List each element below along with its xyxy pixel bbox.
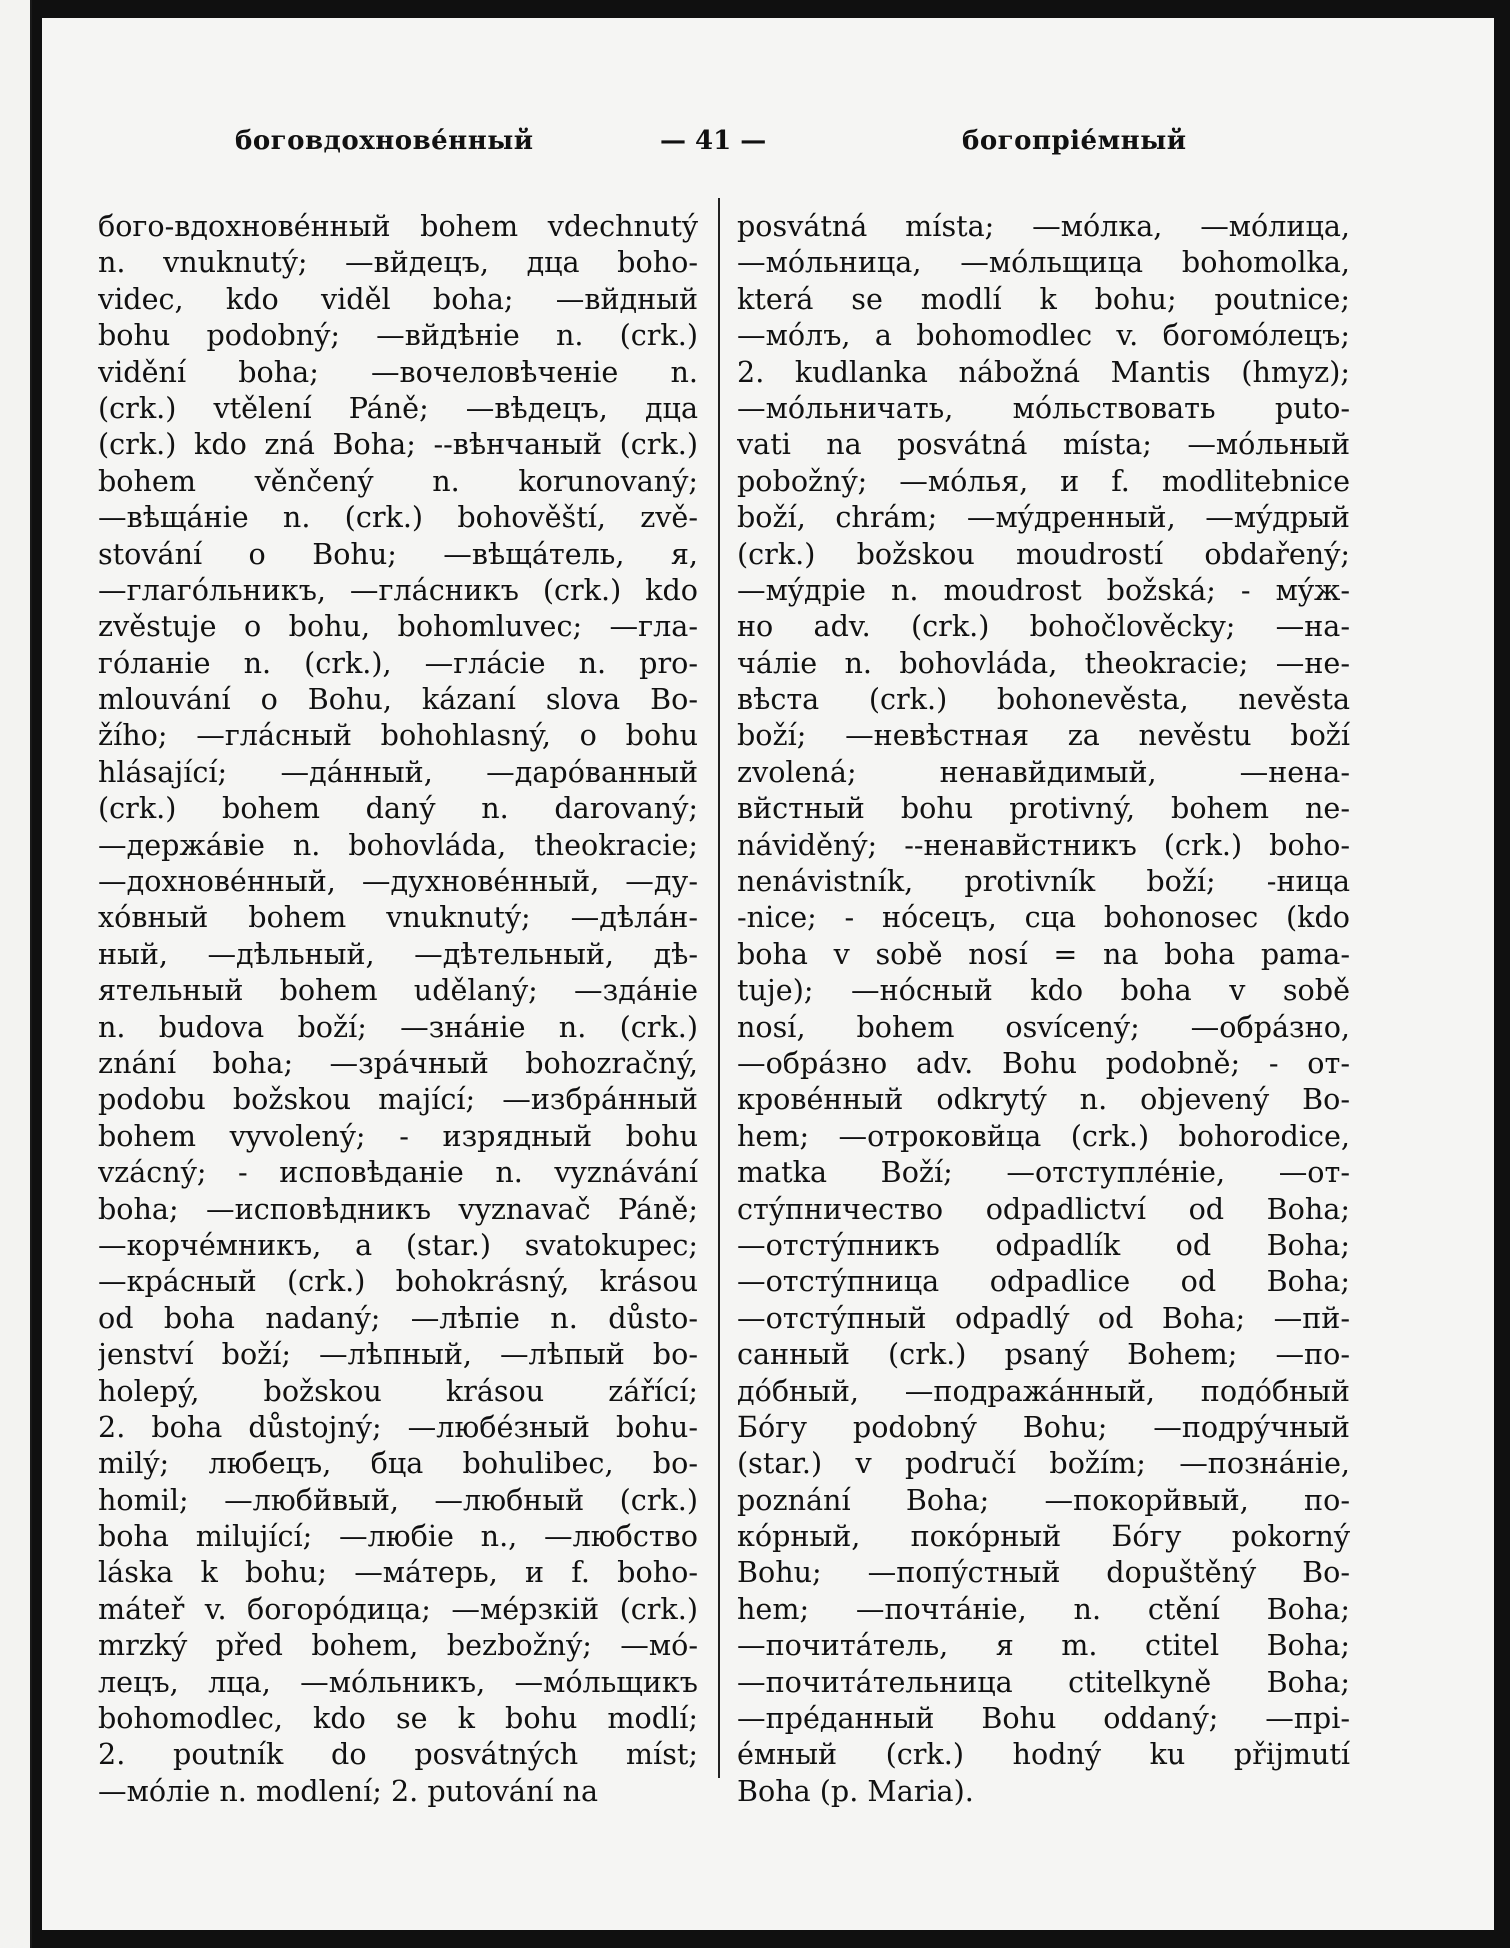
entry-line: 2. kudlanka nábožná Mantis (hmyz);: [737, 354, 1350, 389]
entry-line: —держáвіе n. bohovláda, theokracie;: [98, 827, 698, 862]
entry-line: boží, chrám; —мýдренный, —мýдрый: [737, 500, 1350, 535]
entry-line: poznání Boha; —покорйвый, по-: [737, 1482, 1350, 1517]
entry-line: (star.) v područí božím; —познáніе,: [737, 1446, 1350, 1481]
entry-line: homil; —любйвый, —любный (crk.): [98, 1482, 698, 1517]
entry-line: —мýдріе n. moudrost božská; - мýж-: [737, 572, 1350, 607]
entry-line: (crk.) bohem daný n. darovaný;: [98, 791, 698, 826]
entry-line: stování o Bohu; —вѣщáтель, я,: [98, 536, 698, 571]
right-text-column: [737, 208, 1350, 1808]
entry-line: вйстный bohu protivný, bohem ne-: [737, 791, 1350, 826]
entry-line: pobožný; —мóлья, и f. modlitebnice: [737, 463, 1350, 498]
entry-line: bohem vyvolený; - изрядный bohu: [98, 1118, 698, 1153]
entry-line: 2. poutník do posvátných míst;: [98, 1737, 698, 1772]
entry-line: -nice; - нóсецъ, сца bohonosec (kdo: [737, 900, 1350, 935]
entry-line: (crk.) kdo zná Boha; --вѣнчаный (crk.): [98, 427, 698, 462]
entry-line: —мóлъ, a bohomodlec v. богомóлецъ;: [737, 318, 1350, 353]
entry-line: bohomodlec, kdo se k bohu modlí;: [98, 1701, 698, 1736]
entry-line: —почитáтельница ctitelkyně Boha;: [737, 1664, 1350, 1699]
entry-line: —вѣщáніе n. (crk.) bohověští, zvě-: [98, 500, 698, 535]
entry-line: —отстýпникъ odpadlík od Boha;: [737, 1227, 1350, 1262]
entry-line: nosí, bohem osvícený; —обрáзно,: [737, 1009, 1350, 1044]
entry-line: zvěstuje o bohu, bohomluvec; —гла-: [98, 609, 698, 644]
entry-line: která se modlí k bohu; poutnice;: [737, 281, 1350, 316]
entry-line: boha milující; —любіе n., —любство: [98, 1519, 698, 1554]
entry-line: mrzký před bohem, bezbožný; —мó-: [98, 1628, 698, 1663]
entry-line: boží; —невѣстная za nevěstu boží: [737, 718, 1350, 753]
entry-line: jenství boží; —лѣпный, —лѣпый bo-: [98, 1337, 698, 1372]
entry-line: n. vnuknutý; —вйдецъ, дца boho-: [98, 245, 698, 280]
entry-line: znání boha; —зрáчный bohozračný,: [98, 1045, 698, 1080]
entry-line: —отстýпный odpadlý od Boha; —пй-: [737, 1300, 1350, 1335]
entry-line: бого-вдохновéнный bohem vdechnutý: [98, 209, 698, 243]
entry-line: гóланіе n. (crk.), —глáсіе n. pro-: [98, 645, 698, 680]
entry-line: ятельный bohem udělaný; —здáніе: [98, 973, 698, 1008]
entry-line: ный, —дѣльный, —дѣтельный, дѣ-: [98, 936, 698, 971]
entry-line: láska k bohu; —мáтерь, и f. boho-: [98, 1555, 698, 1590]
page-header: [42, 126, 1494, 166]
entry-line: bohu podobný; —вйдѣніе n. (crk.): [98, 318, 698, 353]
entry-line: holepý, božskou krásou zářící;: [98, 1373, 698, 1408]
entry-line: boha v sobě nosí = na boha pama-: [737, 936, 1350, 971]
entry-line: milý; любецъ, бца bohulibec, bo-: [98, 1446, 698, 1481]
left-guide-word: боговдохновéнный: [235, 126, 534, 156]
entry-line: (crk.) božskou moudrostí obdařený;: [737, 536, 1350, 571]
entry-line: —крáсный (crk.) bohokrásný, krásou: [98, 1264, 698, 1299]
entry-line: —почитáтель, я m. ctitel Boha;: [737, 1628, 1350, 1663]
entry-line: vati na posvátná místa; —мóльный: [737, 427, 1350, 462]
entry-line: boha; —исповѣдникъ vyznavač Páně;: [98, 1191, 698, 1226]
entry-line: —прéданный Bohu oddaný; —прі-: [737, 1701, 1350, 1736]
entry-line: bohem věnčený n. korunovaný;: [98, 463, 698, 498]
entry-line: —корчéмникъ, a (star.) svatokupec;: [98, 1227, 698, 1262]
entry-line: podobu božskou mající; —избрáнный: [98, 1082, 698, 1117]
entry-line: mlouvání o Bohu, kázaní slova Bo-: [98, 682, 698, 717]
entry-line: máteř v. богорóдица; —мéрзкій (crk.): [98, 1591, 698, 1626]
entry-line: но adv. (crk.) bohočlověcky; —на-: [737, 609, 1350, 644]
entry-line: videc, kdo viděl boha; —вйдный: [98, 281, 698, 316]
entry-line: Bohu; —попýстный dopuštěný Bo-: [737, 1555, 1350, 1590]
entry-line: od boha nadaný; —лѣпіе n. důsto-: [98, 1300, 698, 1335]
entry-line: náviděný; --ненавйстникъ (crk.) boho-: [737, 827, 1350, 862]
entry-line: хóвный bohem vnuknutý; —дѣлáн-: [98, 900, 698, 935]
entry-line: —мóліе n. modlení; 2. putování na: [98, 1773, 599, 1808]
entry-line: (crk.) vtělení Páně; —вѣдецъ, дца: [98, 390, 698, 425]
entry-line: кóрный, покóрный Бóгу pokorný: [737, 1519, 1350, 1554]
entry-line: matka Boží; —отступлéніе, —от-: [737, 1155, 1350, 1190]
entry-line: —мóльничать, мóльствовать puto-: [737, 390, 1350, 425]
entry-line: hlásající; —дáнный, —дарóванный: [98, 754, 698, 789]
entry-line: hem; —почтáніе, n. ctění Boha;: [737, 1591, 1350, 1626]
entry-line: žího; —глáсный bohohlasný, o bohu: [98, 718, 698, 753]
entry-line: дóбный, —подражáнный, подóбный: [737, 1373, 1350, 1408]
entry-line: —дохновéнный, —духновéнный, —ду-: [98, 864, 698, 899]
dictionary-page: [42, 18, 1494, 1930]
entry-line: —глагóльникъ, —глáсникъ (crk.) kdo: [98, 572, 698, 607]
entry-line: —обрáзно adv. Bohu podobně; - от-: [737, 1045, 1350, 1080]
column-divider: [718, 198, 720, 1778]
page-number: — 41 —: [660, 126, 767, 156]
entry-line: n. budova boží; —знáніе n. (crk.): [98, 1009, 698, 1044]
entry-line: санный (crk.) psaný Bohem; —по-: [737, 1337, 1350, 1372]
entry-line: лецъ, лца, —мóльникъ, —мóльщикъ: [98, 1664, 698, 1699]
left-text-column: [98, 208, 698, 1808]
entry-line: чáліе n. bohovláda, theokracie; —не-: [737, 645, 1350, 680]
entry-line: —отстýпница odpadlice od Boha;: [737, 1264, 1350, 1299]
adjacent-page-edge: [0, 0, 32, 1948]
entry-line: zvolená; ненавйдимый, —нена-: [737, 754, 1350, 789]
entry-line: tuje); —нóсный kdo boha v sobě: [737, 973, 1350, 1008]
entry-line: стýпничество odpadlictví od Boha;: [737, 1191, 1350, 1226]
entry-line: hem; —отроковйца (crk.) bohorodice,: [737, 1118, 1350, 1153]
entry-line: nenávistník, protivník boží; -ница: [737, 864, 1350, 899]
entry-line: vzácný; - исповѣданіе n. vyznávání: [98, 1155, 698, 1190]
entry-line: vidění boha; —вочеловѣченіе n.: [98, 354, 698, 389]
entry-line: вѣста (crk.) bohonevěsta, nevěsta: [737, 682, 1350, 717]
entry-line: 2. boha důstojný; —любéзный bohu-: [98, 1409, 698, 1444]
entry-line: кровéнный odkrytý n. objevený Bo-: [737, 1082, 1350, 1117]
entry-line: Boha (p. Maria).: [737, 1773, 974, 1808]
entry-line: posvátná místa; —мóлка, —мóлица,: [737, 209, 1350, 243]
entry-line: éмный (crk.) hodný ku přijmutí: [737, 1737, 1350, 1772]
entry-line: Бóгу podobný Bohu; —подрýчный: [737, 1409, 1350, 1444]
entry-line: —мóльница, —мóльщица bohomolka,: [737, 245, 1350, 280]
right-guide-word: богопріéмный: [962, 126, 1187, 156]
